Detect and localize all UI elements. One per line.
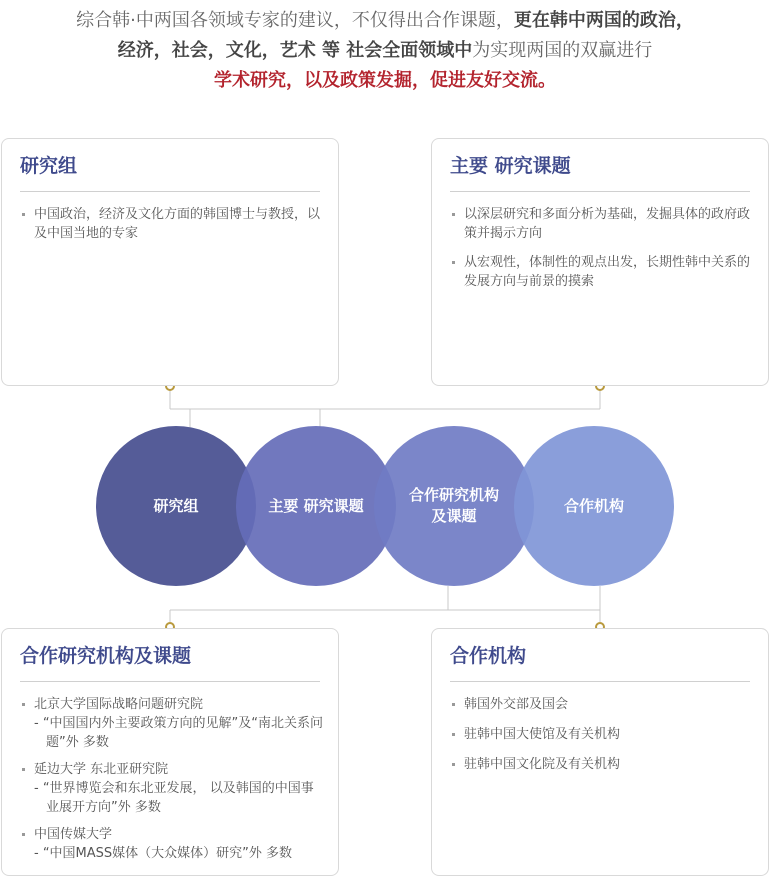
intro-line-1-bold: 更在韩中两国的政治， bbox=[513, 10, 694, 31]
partners-list bbox=[450, 695, 756, 785]
partners-box bbox=[431, 628, 769, 876]
intro-line-3-highlight: 学术研究，以及政策发掘，促进友好交流。 bbox=[214, 70, 556, 91]
research-group-list bbox=[20, 205, 326, 253]
circle-joint-research bbox=[374, 426, 534, 586]
institution-detail: - “中国国内外主要政策方向的见解”及“南北关系问题”外 多数 bbox=[34, 716, 324, 750]
circle-label: 研究组 bbox=[153, 496, 199, 515]
partners-title: 合作机构 bbox=[450, 645, 527, 667]
circle-main-topics bbox=[236, 426, 396, 586]
divider bbox=[20, 681, 320, 682]
list-item bbox=[20, 760, 326, 817]
circle-partners bbox=[514, 426, 674, 586]
intro-line-2-bold: 经济，社会，文化，艺术 等 社会全面领域中 bbox=[117, 40, 473, 61]
circle-label bbox=[409, 485, 499, 527]
list-item bbox=[20, 695, 326, 752]
circle-label-line-1: 合作研究机构 bbox=[408, 486, 499, 504]
list-item: 驻韩中国大使馆及有关机构 bbox=[450, 725, 756, 744]
institution-detail: - “中国MASS媒体（大众媒体）研究”外 多数 bbox=[34, 846, 293, 861]
divider bbox=[450, 191, 750, 192]
circle-label: 主要 研究课题 bbox=[268, 496, 364, 515]
list-item: 从宏观性，体制性的观点出发，长期性韩中关系的发展方向与前景的摸索 bbox=[450, 253, 756, 291]
main-topics-list bbox=[450, 205, 756, 301]
list-item: 中国政治，经济及文化方面的韩国博士与教授，以及中国当地的专家 bbox=[20, 205, 326, 243]
main-topics-box bbox=[431, 138, 769, 386]
list-item: 韩国外交部及国会 bbox=[450, 695, 756, 714]
joint-research-box bbox=[1, 628, 339, 876]
list-item bbox=[20, 825, 326, 863]
main-topics-title: 主要 研究课题 bbox=[450, 155, 571, 177]
circle-label: 合作机构 bbox=[563, 496, 624, 515]
institution-name: 延边大学 东北亚研究院 bbox=[34, 762, 169, 777]
circle-label-line-2: 及课题 bbox=[431, 507, 477, 525]
research-group-title: 研究组 bbox=[20, 155, 78, 177]
institution-detail: - “世界博览会和东北亚发展， 以及韩国的中国事业展开方向”外 多数 bbox=[34, 781, 314, 815]
divider bbox=[450, 681, 750, 682]
institution-name: 中国传媒大学 bbox=[34, 827, 113, 842]
joint-research-list bbox=[20, 695, 326, 871]
institution-name: 北京大学国际战略问题研究院 bbox=[34, 697, 204, 712]
joint-research-title: 合作研究机构及课题 bbox=[20, 645, 192, 667]
divider bbox=[20, 191, 320, 192]
intro-line-1-normal: 综合韩·中两国各领域专家的建议，不仅得出合作课题， bbox=[76, 10, 514, 31]
research-group-box bbox=[1, 138, 339, 386]
list-item: 以深层研究和多面分析为基础，发掘具体的政府政策并揭示方向 bbox=[450, 205, 756, 243]
circle-research-group bbox=[96, 426, 256, 586]
list-item: 驻韩中国文化院及有关机构 bbox=[450, 755, 756, 774]
intro-line-2-normal: 为实现两国的双赢进行 bbox=[472, 40, 653, 61]
